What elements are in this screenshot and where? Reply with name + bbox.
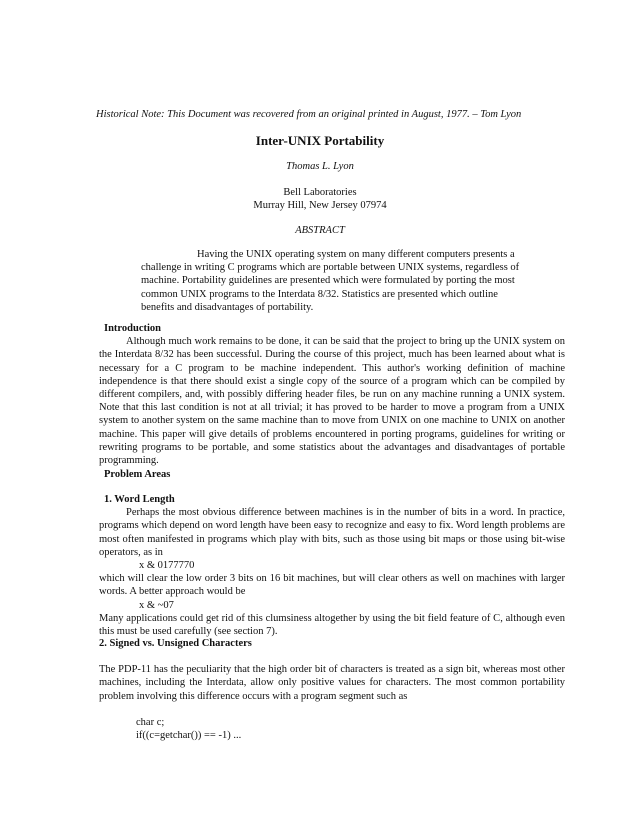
- abstract-text: [141, 248, 520, 314]
- affiliation-org: Bell Laboratories: [283, 187, 357, 198]
- code-snippet: x & 0177770: [139, 560, 195, 572]
- problem-areas-heading: [99, 468, 565, 481]
- abstract-heading: ABSTRACT: [295, 225, 345, 236]
- code-snippet: if((c=getchar()) == -1) ...: [136, 730, 242, 742]
- word-length-paragraph: Many applications could get rid of this clumsiness altogether by using the bit field feature of C, although even this must be used carefully (see section 7).: [99, 612, 565, 638]
- abstract-line: common UNIX programs to the Interdata 8/32. Statistics are presented which outline: [141, 288, 498, 300]
- affiliation-address: Murray Hill, New Jersey 07974: [253, 200, 387, 212]
- signed-paragraph: The PDP-11 has the peculiarity that the high order bit of characters is treated as a sign bit, whereas most other machines, including the Interdata, allow only positive values for characters. The most common portability problem involving this difference occurs with a program segment such as: [99, 664, 565, 702]
- word-length-section: [99, 493, 565, 638]
- historical-note: Historical Note: This Document was recovered from an original printed in August, 1977. – Tom Lyon: [96, 109, 522, 120]
- abstract-line: challenge in writing C programs which are portable between UNIX systems, regardless of: [141, 262, 520, 274]
- word-length-paragraph: Perhaps the most obvious difference between machines is in the number of bits in a word. In practice, programs which depend on word length have been easy to recognize and easy to fix. Word length problems are most often manifested in programs which play with bits, such as those using bit maps or those using bit-wise operators, as in: [99, 507, 565, 558]
- word-length-heading: 1. Word Length: [104, 494, 175, 505]
- introduction-section: [99, 322, 565, 467]
- introduction-paragraph: Although much work remains to be done, it can be said that the project to bring up the UNIX system on the Interdata 8/32 has been successful. During the course of this project, much has been learned about what is necessary for a C program to be machine independent. This author's working definition of machine independence is that there should exist a single copy of the source of a program which can be compiled by different compilers, and, with possibly differing header files, be run on any machine running a UNIX system. Note that this last condition is not at all trivial; it has proved to be harder to move a program from a UNIX system to another system on the same machine than to move from UNIX on one machine to UNIX on another machine. This paper will give details of problems encountered in porting programs, guidelines for writing or rewriting programs to be portable, and some statistics about the advantages and disadvantages of portable programming.: [99, 336, 565, 467]
- paper-title: Inter-UNIX Portability: [255, 133, 385, 148]
- signed-heading: 2. Signed vs. Unsigned Characters: [99, 638, 252, 649]
- signed-section: [99, 637, 565, 742]
- affiliation: [0, 186, 640, 212]
- code-snippet: char c;: [136, 716, 165, 728]
- code-snippet: x & ~07: [139, 599, 174, 611]
- word-length-paragraph: which will clear the low order 3 bits on 16 bit machines, but will clear others as well on machines with larger words. A better approach would be: [99, 573, 565, 598]
- problem-areas-title: Problem Areas: [104, 469, 171, 480]
- introduction-heading: Introduction: [104, 323, 161, 334]
- abstract-line: machine. Portability guidelines are presented which were formulated by porting the most: [141, 275, 515, 287]
- abstract-line: benefits and disadvantages of portability.: [141, 301, 314, 313]
- author-name: Thomas L. Lyon: [286, 161, 354, 172]
- abstract-line: Having the UNIX operating system on many different computers presents a: [197, 249, 515, 260]
